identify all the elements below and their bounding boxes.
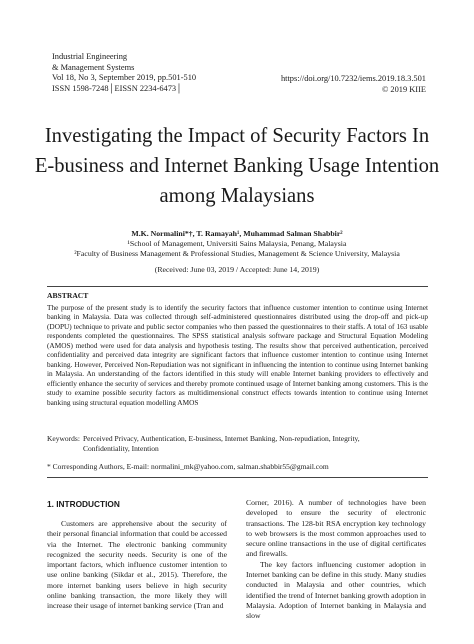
keywords-label: Keywords:	[47, 434, 80, 443]
keywords-line2: Confidentiality, Intention	[83, 444, 159, 453]
keywords	[47, 434, 428, 454]
section-heading: 1. INTRODUCTION	[47, 499, 120, 509]
doi-link[interactable]: https://doi.org/10.7232/iems.2019.18.3.501	[280, 74, 426, 83]
paper-title	[30, 121, 444, 211]
author-names: M.K. Normalini*†, T. Ramayah¹, Muhammad Salman Shabbir²	[131, 229, 343, 238]
received-dates: (Received: June 03, 2019 / Accepted: June 14, 2019)	[154, 265, 320, 274]
journal-name-line1: Industrial Engineering	[52, 52, 128, 61]
left-column	[47, 519, 227, 612]
abstract-top-rule	[47, 286, 428, 287]
journal-issn: ISSN 1598-7248│EISSN 2234-6473│	[52, 83, 183, 93]
journal-name-line2: & Management Systems	[52, 62, 135, 72]
journal-volume: Vol 18, No 3, September 2019, pp.501-510	[52, 73, 197, 83]
abstract-text: The purpose of the present study is to identify the security factors that influence customer intention to continue using Internet banking in Malaysia. Data was collected through self-administered questionnaires distributed using the drop-off and pick-up (DOPU) technique to private and public sector companies who then passed the questionnaires to their staffs. A total of 163 usable respondents completed the questionnaires. The SPSS statistical analysis software package and Structural Equation Modeling (AMOS) method were used for data analysis and hypothesis testing. The results show that perceived authentication, perceived confidentiality and perceived data integrity are significant factors that influence customer intention to continue using Internet banking. However, Perceived Non-Repudiation was not significant in influencing the intention to continue using Internet banking in Malaysia. An understanding of the factors identified in this study will enable Internet banking providers to effectively and efficiently enhance the security of services and thereby promote continued usage of Internet banking among customers. This is the study to examine possible security factors as multidimensional construct effects towards intention to continue using Internet banking using structural equation modelling AMOS	[47, 303, 428, 407]
affiliation-1: ¹School of Management, Universiti Sains Malaysia, Penang, Malaysia	[127, 238, 347, 248]
keywords-line1: Perceived Privacy, Authentication, E-business, Internet Banking, Non-repudiation, Integrity,	[83, 434, 360, 443]
title-line1: Investigating the Impact of Security Factors In	[44, 125, 430, 147]
abstract-bottom-rule	[47, 477, 428, 478]
intro-paragraph-3: The key factors influencing customer adoption in Internet banking can be define in this study. Many studies conducted in Malaysia and other countries, which identified the trend of Internet banking growth adoption in Malaysia. Adoption of Internet banking in Malaysia and slow	[246, 559, 426, 621]
journal-header	[52, 52, 196, 94]
author-block	[30, 229, 444, 258]
abstract-heading: ABSTRACT	[47, 291, 89, 300]
corresponding-authors: * Corresponding Authors, E-mail: normalini_mk@yahoo.com, salman.shabbir55@gmail.com	[47, 462, 329, 471]
affiliation-2: ²Faculty of Business Management & Professional Studies, Management & Science University, Malaysia	[74, 248, 400, 258]
title-line2: E-business and Internet Banking Usage Intention	[34, 155, 440, 177]
intro-paragraph-2: Corner, 2016). A number of technologies have been developed to ensure the security of electronic transactions. The 128-bit RSA encryption key technology to web browsers is the most common approaches used to secure online transactions in the use of digital certificates and firewalls.	[246, 498, 426, 559]
title-line3: among Malaysians	[159, 185, 315, 207]
right-column	[246, 498, 426, 622]
copyright: © 2019 KIIE	[381, 84, 426, 94]
journal-header-right	[281, 74, 426, 95]
intro-paragraph-1: Customers are apprehensive about the security of their personal financial information that could be accessed via the Internet. The electronic banking community recognized the security needs. Security is one of the important factors, which influence customer intention to use online banking (Sikdar et al., 2015). Therefore, the more internet banking users believe in high security online banking transaction, the more likely they will increase their usage of internet banking service (Tran and	[47, 519, 227, 611]
